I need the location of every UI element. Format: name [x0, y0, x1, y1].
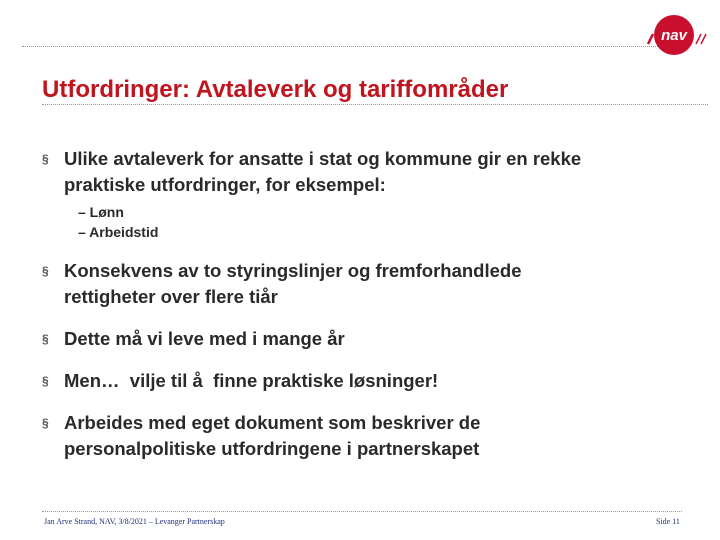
bullet-2-line-1: Konsekvens av to styringslinjer og fremforhandlede	[64, 260, 522, 281]
nav-logo	[644, 14, 710, 56]
top-divider	[22, 46, 662, 47]
bullet-marker: §	[42, 264, 49, 278]
bullet-marker: §	[42, 332, 49, 346]
bullet-5-line-2: personalpolitiske utfordringene i partnerskapet	[64, 438, 480, 459]
logo-slash-right-2	[701, 34, 706, 44]
slide-title: Utfordringer: Avtaleverk og tariffområder	[42, 76, 509, 103]
subitem-2: – Arbeidstid	[78, 224, 159, 240]
bullet-marker: §	[42, 374, 49, 388]
bullet-3	[42, 326, 692, 352]
bullet-1-line-1: Ulike avtaleverk for ansatte i stat og kommune gir en rekke	[64, 148, 582, 169]
subitem-1: – Lønn	[78, 204, 124, 220]
logo-slash-right-1	[696, 34, 701, 44]
bullet-5-line-1: Arbeides med eget dokument som beskriver de	[64, 412, 481, 433]
footer-author: Jan Arve Strand, NAV, 3/8/2021 – Levanger Partnerskap	[44, 517, 225, 526]
footer-page-number: Side 11	[656, 517, 680, 526]
bullet-1-line-2: praktiske utfordringer, for eksempel:	[64, 174, 386, 195]
bullet-3-line-1: Dette må vi leve med i mange år	[64, 328, 345, 349]
footer-divider	[42, 511, 682, 512]
bullet-4-line-1: Men… vilje til å finne praktiske løsninger!	[64, 370, 439, 391]
title-divider	[42, 104, 708, 105]
bullet-2-line-2: rettigheter over flere tiår	[64, 286, 278, 307]
slide-content	[42, 142, 692, 462]
bullet-marker: §	[42, 416, 49, 430]
bullet-2	[42, 258, 692, 310]
bullet-5	[42, 410, 692, 462]
logo-slash-left	[648, 34, 653, 44]
logo-text: nav	[661, 27, 687, 44]
bullet-1	[42, 146, 692, 198]
bullet-4	[42, 368, 692, 394]
bullet-marker: §	[42, 152, 49, 166]
